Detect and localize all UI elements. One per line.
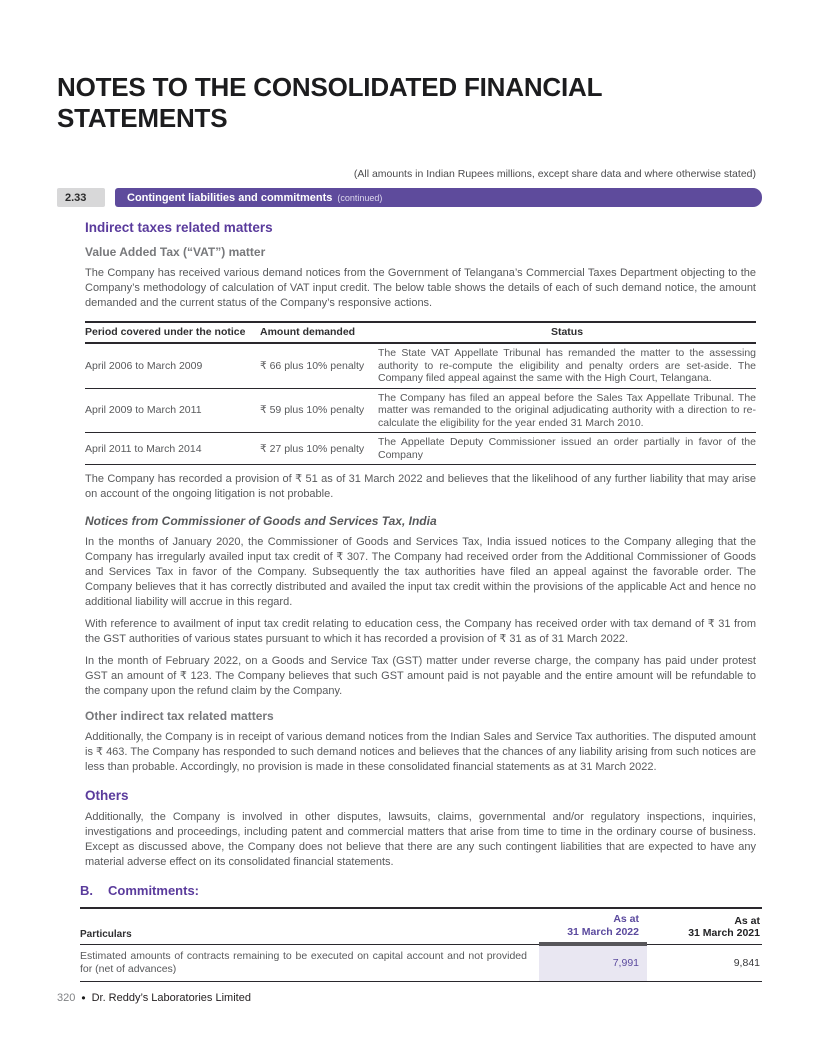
commitments-row-value-2021: 9,841 [647, 944, 762, 981]
page-number: 320 [57, 992, 76, 1004]
vat-col-header-period: Period covered under the notice [85, 322, 260, 343]
commitments-table [80, 907, 762, 982]
vat-row-status: The Appellate Deputy Commissioner issued an order partially in favor of the Company [378, 433, 756, 465]
note-number-box: 2.33 [57, 188, 105, 207]
section-heading-commitments [80, 883, 756, 898]
vat-intro-paragraph: The Company has received various demand notices from the Government of Telangana’s Commercial Taxes Department objecting to the Company’s methodology of calculation of VAT input credit. The below table shows the details of each of such demand notice, the amount demanded and the current status of the Company’s responsive actions. [85, 267, 756, 309]
commitments-col-header-particulars: Particulars [80, 908, 539, 944]
vat-row-period: April 2009 to March 2011 [85, 388, 260, 433]
date-label-2022: 31 March 2022 [567, 925, 639, 938]
note-title: Contingent liabilities and commitments [127, 191, 333, 204]
amounts-note: (All amounts in Indian Rupees millions, except share data and where otherwise stated) [353, 168, 756, 180]
vat-col-header-status: Status [378, 322, 756, 343]
commitments-label: B. [80, 883, 93, 898]
footer-bullet: • [81, 991, 86, 1005]
subsection-heading-other-indirect: Other indirect tax related matters [85, 709, 274, 723]
vat-row-status: The State VAT Appellate Tribunal has remanded the matter to the assessing authority to re-compute the eligibility and penalty orders are set-aside. The Company filed appeal against the same with the High Court, Telangana. [378, 343, 756, 388]
vat-row-amount: ₹ 59 plus 10% penalty [260, 388, 378, 433]
table-row [85, 388, 756, 433]
other-indirect-paragraph: Additionally, the Company is in receipt of various demand notices from the Indian Sales and Service Tax authorities. The disputed amount is ₹ 463. The Company has responded to such demand notices and believes that the chances of any liability arising from such notices are less than probable. Accordingly, no provision is made in these consolidated financial statements as at 31 March 2022. [85, 731, 756, 773]
note-continued-label: (continued) [337, 192, 383, 203]
table-row [85, 343, 756, 388]
date-label-2021: 31 March 2021 [688, 927, 760, 939]
vat-table-header-row [85, 322, 756, 343]
commitments-row-value-2022: 7,991 [539, 944, 647, 981]
as-at-label: As at [734, 914, 760, 927]
vat-row-period: April 2006 to March 2009 [85, 343, 260, 388]
commitments-col-header-2021 [647, 908, 762, 944]
note-title-strip [115, 188, 762, 207]
gst-paragraph-3: In the month of February 2022, on a Goods and Service Tax (GST) matter under reverse charge, the company has paid under protest GST an amount of ₹ 123. The Company believes that such GST amount paid is not payable and the entire amount will be refundable to the company upon the refund claim by the Company. [85, 655, 756, 697]
note-content [80, 220, 760, 982]
gst-paragraph-2: With reference to availment of input tax credit relating to education cess, the Company has received order with tax demand of ₹ 31 from the GST authorities of various states pursuant to which it has recorded a provision of ₹ 31 as of 31 March 2022. [85, 618, 756, 645]
vat-row-status: The Company has filed an appeal before the Sales Tax Appellate Tribunal. The matter was remanded to the original adjudicating authority with a direction to re-calculate the eligibility for the year ended 31 March 2010. [378, 388, 756, 433]
others-paragraph: Additionally, the Company is involved in other disputes, lawsuits, claims, governmental and/or regulatory inspections, inquiries, investigations and proceedings, including patent and commercial matters that arise from time to time in the ordinary course of business. Except as discussed above, the Company does not believe that there are any such contingent liabilities that are expected to have any material adverse effect on its consolidated financial statements. [85, 811, 756, 868]
section-heading-others: Others [85, 788, 129, 803]
table-row [80, 944, 762, 981]
vat-row-amount: ₹ 66 plus 10% penalty [260, 343, 378, 388]
note-header-bar [57, 188, 762, 207]
as-at-label: As at [613, 913, 639, 925]
section-heading-indirect-taxes: Indirect taxes related matters [85, 220, 273, 235]
commitments-col-header-2022 [539, 908, 647, 944]
page-title: NOTES TO THE CONSOLIDATED FINANCIAL STATEMENTS [57, 72, 602, 133]
page-footer [57, 991, 251, 1005]
vat-row-period: April 2011 to March 2014 [85, 433, 260, 465]
company-name: Dr. Reddy’s Laboratories Limited [91, 992, 251, 1004]
vat-col-header-amount: Amount demanded [260, 322, 378, 343]
gst-paragraph-1: In the months of January 2020, the Commissioner of Goods and Services Tax, India issued notices to the Company alleging that the Company has irregularly availed input tax credit of ₹ 307. The Company had received order from the Additional Commissioner of Goods and Services Tax in favor of the Company. Subsequently the tax authorities have filed an appeal against the favorable order. The Company believes that it has correctly distributed and availed the input tax credit within the provisions of the applicable Act and hence no additional liability will accrue in this regard. [85, 536, 756, 608]
commitments-heading-text: Commitments: [108, 883, 200, 898]
vat-row-amount: ₹ 27 plus 10% penalty [260, 433, 378, 465]
vat-demand-table [85, 321, 756, 465]
table-row [85, 433, 756, 465]
subsection-heading-vat: Value Added Tax (“VAT”) matter [85, 245, 266, 259]
commitments-row-particulars: Estimated amounts of contracts remaining to be executed on capital account and not provided for (net of advances) [80, 944, 539, 981]
vat-provision-paragraph: The Company has recorded a provision of ₹ 51 as of 31 March 2022 and believes that the likelihood of any further liability that may arise on account of the ongoing litigation is not probable. [85, 473, 756, 500]
subsection-heading-gst-notices: Notices from Commissioner of Goods and Services Tax, India [85, 514, 437, 528]
commitments-header-row [80, 908, 762, 944]
